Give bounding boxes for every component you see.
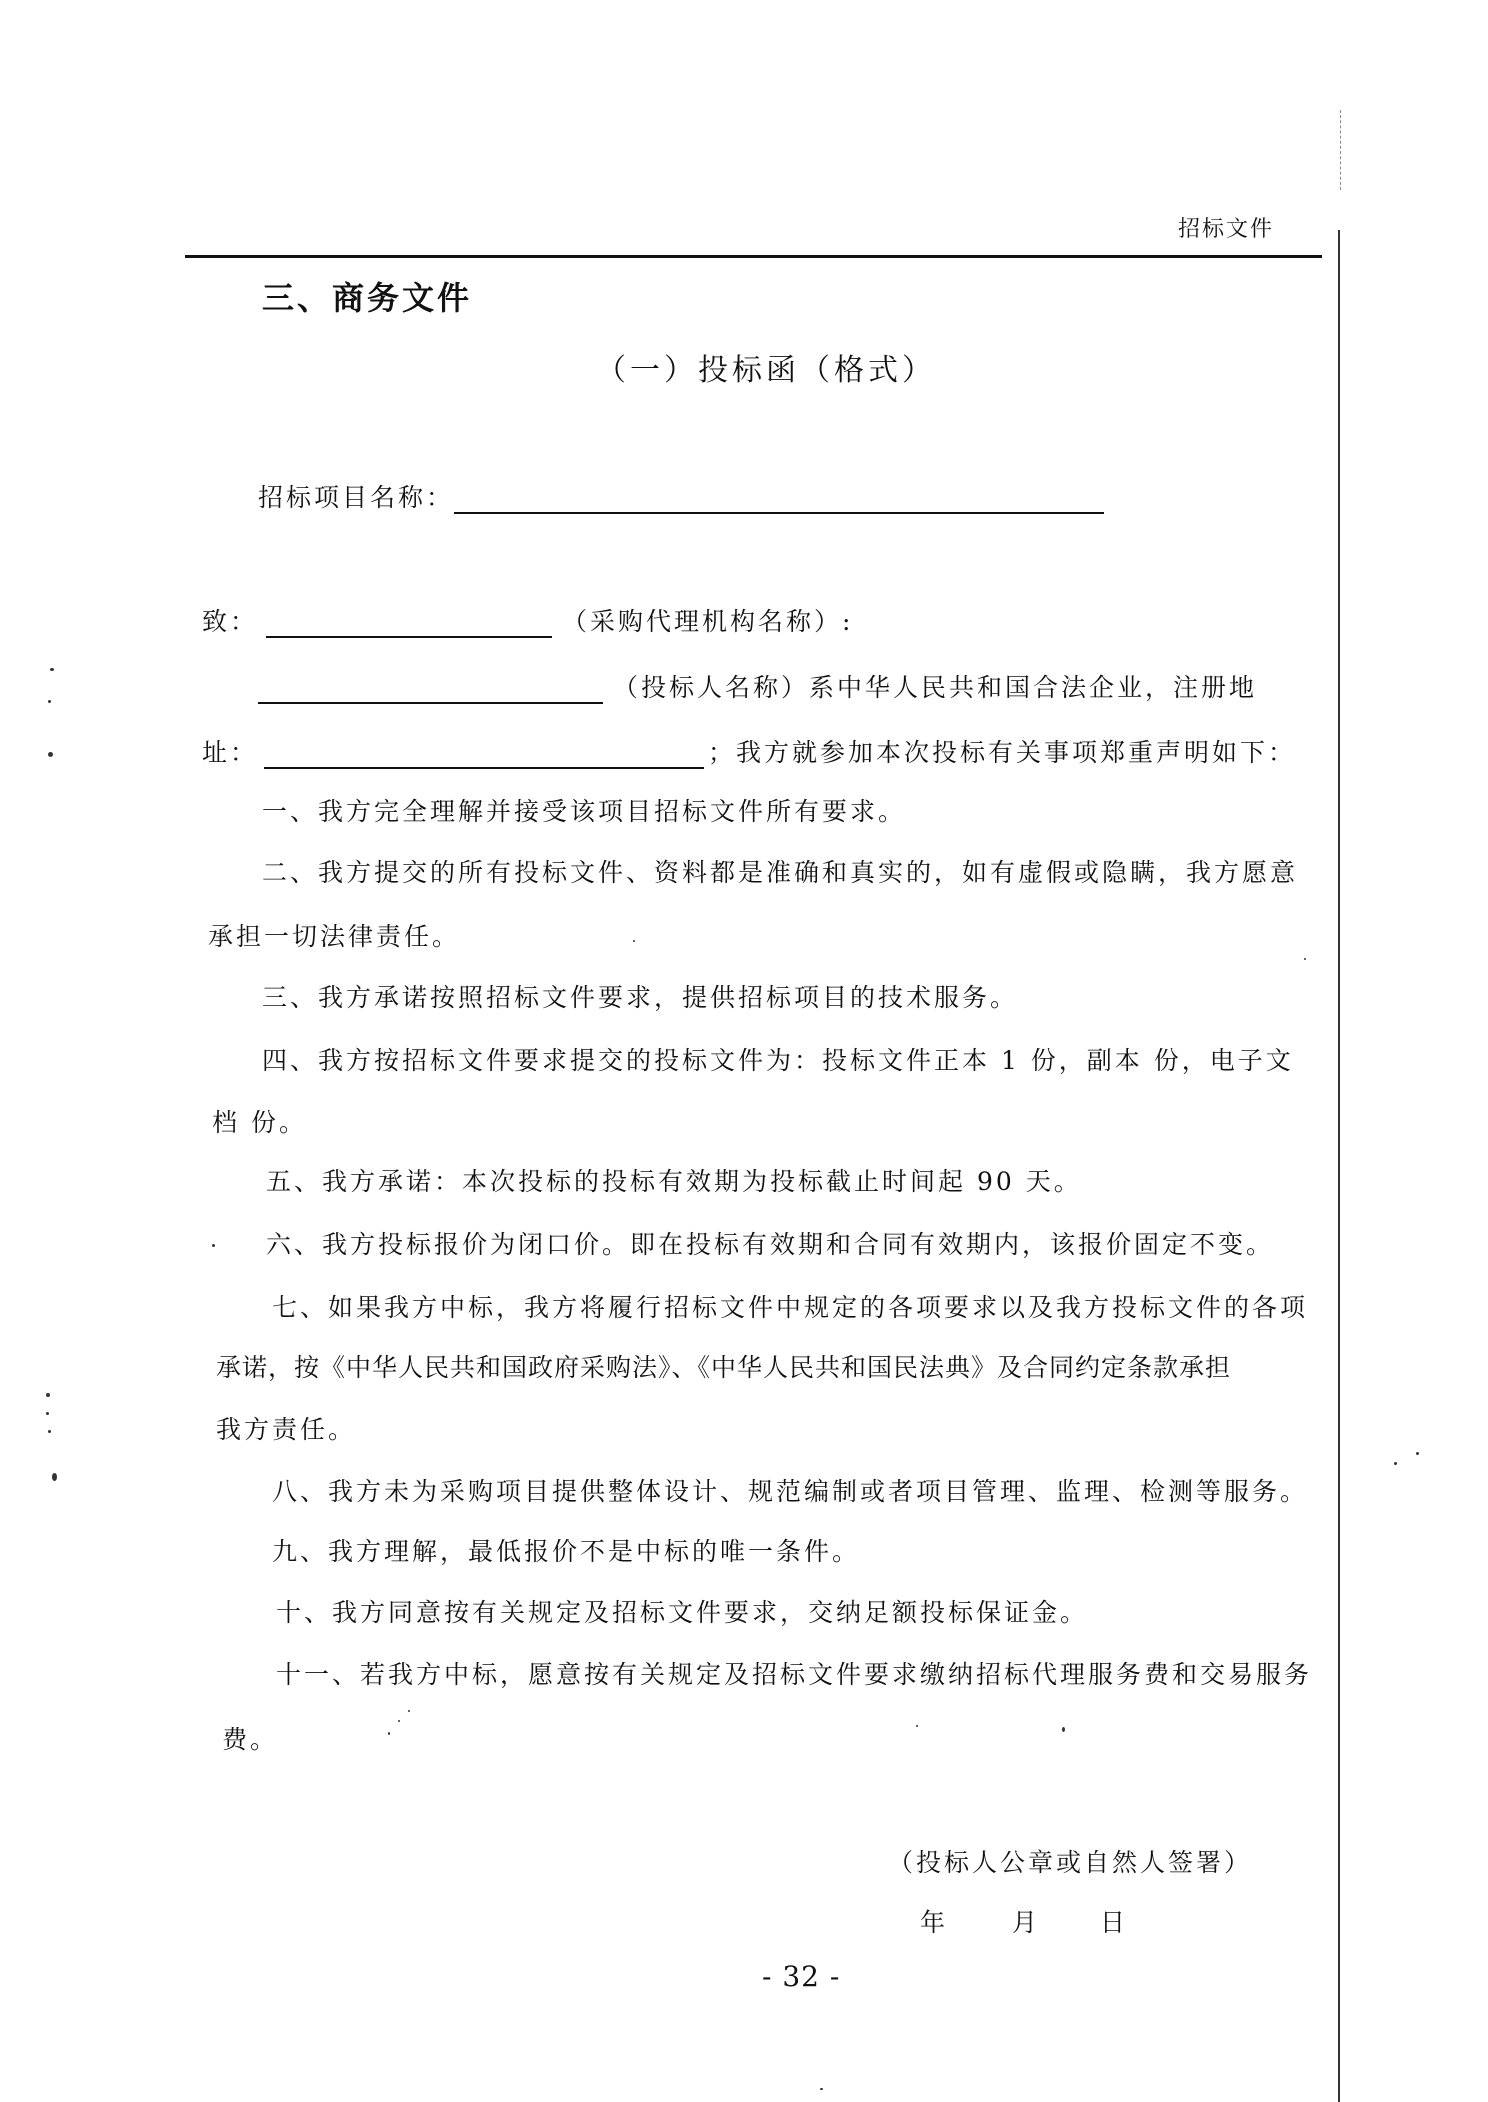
clause-7-cont: 承诺，按《中华人民共和国政府采购法》、《中华人民共和国民法典》及合同约定条款承担 <box>216 1353 1232 1382</box>
address-row <box>202 733 1296 769</box>
date-day: 日 <box>1100 1908 1129 1937</box>
scan-speck <box>633 940 635 942</box>
bidder-name-blank[interactable] <box>258 678 603 704</box>
clause-11-cont: 费。 <box>222 1725 279 1754</box>
scan-edge-mark <box>1340 110 1341 190</box>
clause-4: 四、我方按招标文件要求提交的投标文件为：投标文件正本 1 份，副本 份，电子文 <box>262 1046 1294 1075</box>
signature-note: （投标人公章或自然人签署） <box>888 1848 1253 1877</box>
project-name-row <box>258 478 1104 514</box>
date-month: 月 <box>1012 1908 1041 1937</box>
to-label: 致： <box>202 607 259 636</box>
clause-7-end: 我方责任。 <box>216 1415 357 1444</box>
scan-speck <box>820 2088 823 2090</box>
form-title: （一）投标函（格式） <box>596 353 936 388</box>
date-line <box>920 1903 1128 1939</box>
clause-11: 十一、若我方中标，愿意按有关规定及招标文件要求缴纳招标代理服务费和交易服务 <box>276 1660 1313 1689</box>
address-blank[interactable] <box>264 743 704 769</box>
scan-speck <box>1394 1462 1397 1465</box>
scan-speck <box>212 1244 215 1247</box>
scan-speck <box>48 1430 51 1433</box>
scan-speck <box>398 1720 400 1722</box>
project-name-blank[interactable] <box>454 488 1104 514</box>
clause-8: 八、我方未为采购项目提供整体设计、规范编制或者项目管理、监理、检测等服务。 <box>272 1477 1309 1506</box>
scan-speck <box>52 1473 57 1481</box>
clause-9: 九、我方理解，最低报价不是中标的唯一条件。 <box>272 1537 861 1566</box>
scan-speck <box>1304 958 1306 960</box>
scan-speck <box>48 700 51 703</box>
clause-3: 三、我方承诺按照招标文件要求，提供招标项目的技术服务。 <box>262 983 1019 1012</box>
right-margin-line <box>1338 230 1340 2102</box>
scan-speck <box>1062 1727 1065 1732</box>
address-tail: ；我方就参加本次投标有关事项郑重声明如下： <box>708 738 1297 767</box>
address-label: 址： <box>202 738 259 767</box>
clause-5: 五、我方承诺：本次投标的投标有效期为投标截止时间起 90 天。 <box>266 1167 1082 1196</box>
clause-7: 七、如果我方中标，我方将履行招标文件中规定的各项要求以及我方投标文件的各项 <box>272 1293 1309 1322</box>
date-year: 年 <box>920 1908 949 1937</box>
clause-2: 二、我方提交的所有投标文件、资料都是准确和真实的，如有虚假或隐瞒，我方愿意 <box>262 858 1299 887</box>
project-name-label: 招标项目名称： <box>258 483 455 512</box>
header-label: 招标文件 <box>1178 217 1275 242</box>
agency-name-blank[interactable] <box>266 612 552 638</box>
scan-speck <box>916 1725 918 1727</box>
page-number: - 32 - <box>762 1960 841 1993</box>
scan-speck <box>388 1732 390 1735</box>
scan-speck <box>46 1412 49 1415</box>
scan-speck <box>1416 1452 1419 1455</box>
bidder-note: （投标人名称）系中华人民共和国合法企业，注册地 <box>613 673 1258 702</box>
clause-10: 十、我方同意按有关规定及招标文件要求，交纳足额投标保证金。 <box>276 1598 1089 1627</box>
clause-4-cont: 档 份。 <box>212 1108 307 1137</box>
agency-note: （采购代理机构名称）: <box>562 607 854 636</box>
clause-6: 六、我方投标报价为闭口价。即在投标有效期和合同有效期内，该报价固定不变。 <box>266 1230 1275 1259</box>
clause-1: 一、我方完全理解并接受该项目招标文件所有要求。 <box>262 797 907 826</box>
scan-speck <box>50 668 54 671</box>
header-rule <box>185 255 1322 258</box>
section-title: 三、商务文件 <box>262 279 473 317</box>
clause-2-cont: 承担一切法律责任。 <box>208 922 461 951</box>
scan-speck <box>48 752 53 757</box>
scan-speck <box>408 1710 410 1712</box>
bidder-row <box>258 668 1257 704</box>
scan-speck <box>46 1393 50 1397</box>
to-row <box>202 602 853 638</box>
